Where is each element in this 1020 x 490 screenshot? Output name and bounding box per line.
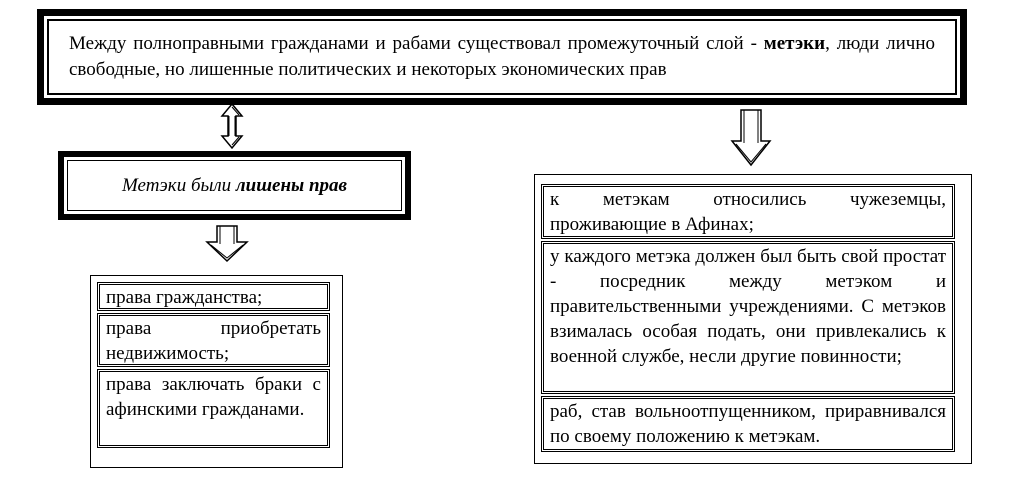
top-definition-box xyxy=(37,9,967,105)
metics-fact-item: к метэкам относились чужеземцы, проживающие в Афинах; xyxy=(541,184,955,239)
down-arrow-left-icon xyxy=(205,225,249,263)
top-text-end: , люди лично свободные, но лишенные политических и некоторых экономических прав xyxy=(69,33,935,80)
lacked-right-item: права приобретать недвижимость; xyxy=(97,313,330,367)
lacked-right-item: права гражданства; xyxy=(97,282,330,311)
lacked-rights-box xyxy=(58,151,411,220)
down-arrow-right-icon xyxy=(730,109,772,167)
lacked-rights-text xyxy=(67,160,402,211)
lacked-rights-text-start: Метэки были xyxy=(121,174,232,196)
double-arrow-icon xyxy=(221,103,243,149)
metics-fact-item: раб, став вольноотпущенником, приравнивался по своему положению к метэкам. xyxy=(541,396,955,452)
top-text-bold-term: метэки xyxy=(763,33,826,54)
lacked-rights-text-bold: лишены прав xyxy=(235,174,348,196)
lacked-rights-list xyxy=(90,275,343,468)
top-definition-text xyxy=(47,19,957,95)
metics-facts-list xyxy=(534,174,972,464)
top-text-start: Между полноправными гражданами и рабами существовал промежуточный слой - xyxy=(69,33,764,54)
metics-fact-item: у каждого метэка должен был быть свой простат - посредник между метэком и правительственными учреждениями. С метэков взималась особая подать, они привлекались к военной службе, несли другие повинности; xyxy=(541,241,955,394)
lacked-right-item: права заключать браки с афинскими гражданами. xyxy=(97,369,330,448)
